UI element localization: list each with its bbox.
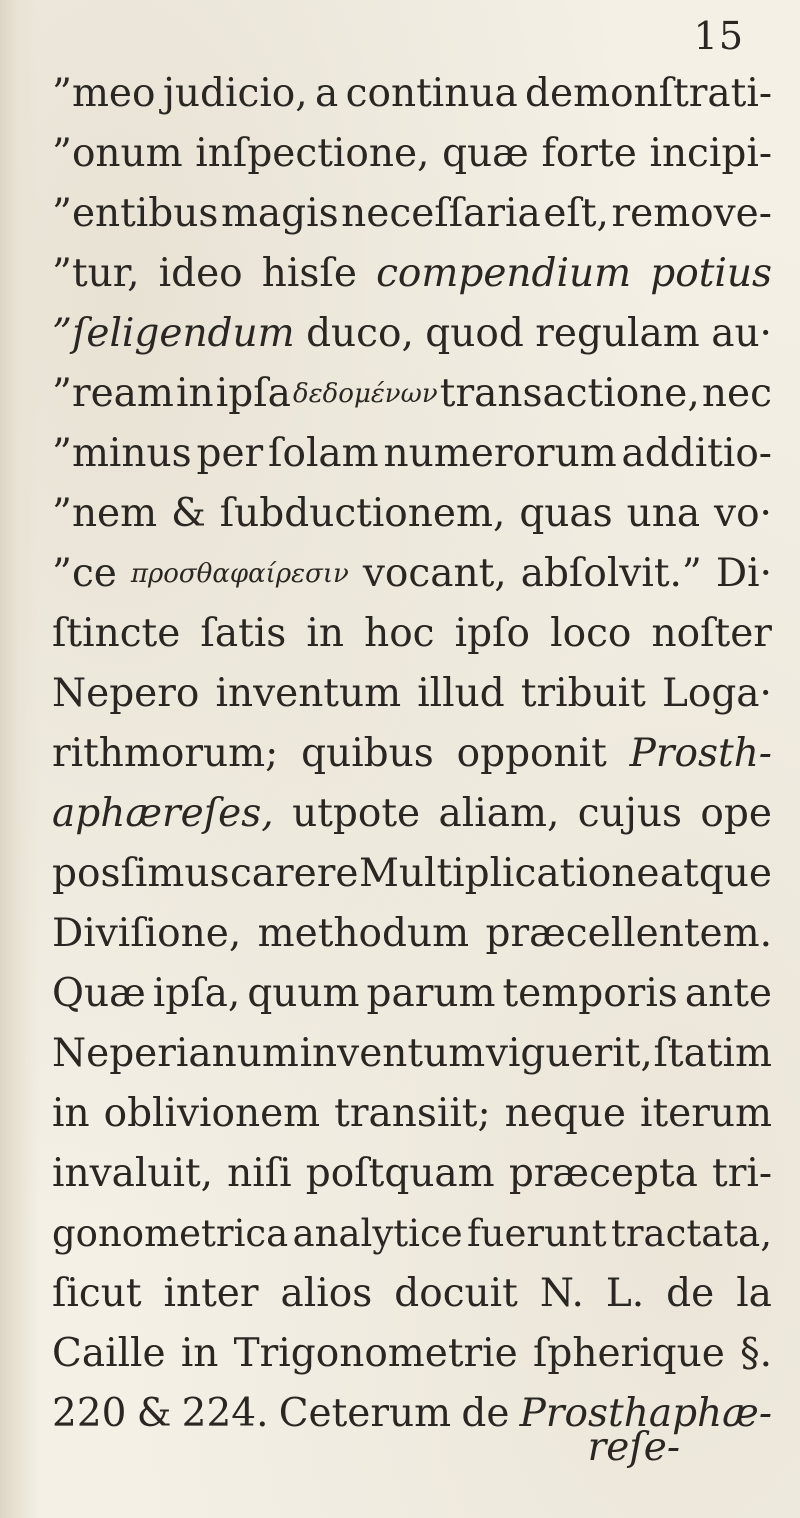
word: nec	[701, 371, 772, 416]
word: Nepero	[52, 671, 200, 716]
word: Loga·	[661, 671, 772, 716]
word: ſicut	[52, 1271, 142, 1316]
text-line	[52, 364, 772, 424]
word: Neperianum	[52, 1031, 299, 1076]
word: potius	[650, 251, 772, 296]
word: tribuit	[520, 671, 646, 716]
word: quibus	[301, 731, 434, 776]
word: in	[180, 1331, 219, 1376]
word: invaluit,	[52, 1151, 214, 1196]
word: neceſſaria	[341, 191, 541, 236]
word: eſt,	[543, 191, 609, 236]
word: quum	[247, 971, 360, 1016]
word: quod	[425, 311, 524, 356]
word: ipſa,	[152, 971, 241, 1016]
word: a	[315, 71, 339, 116]
word: N.	[539, 1271, 584, 1316]
word: rithmorum;	[52, 731, 279, 776]
word: ſpherique	[532, 1331, 725, 1376]
text-line	[52, 604, 772, 664]
word: de	[461, 1391, 510, 1436]
word: ſtincte	[52, 611, 181, 656]
word: in	[306, 611, 344, 656]
word: viguerit,	[485, 1031, 653, 1076]
word: carere	[229, 851, 359, 896]
text-line	[52, 784, 772, 844]
word: transiit;	[334, 1091, 491, 1136]
word: compendium	[376, 251, 632, 296]
word: forte	[541, 131, 637, 176]
word: la	[736, 1271, 772, 1316]
word: δεδομένων	[293, 379, 438, 409]
word: inventum	[299, 1031, 486, 1076]
word: Prosth-	[629, 731, 772, 776]
word: opponit	[456, 731, 607, 776]
word: inſpectione,	[195, 131, 430, 176]
word: alios	[280, 1271, 373, 1316]
word: quas	[519, 491, 613, 536]
text-line	[52, 424, 772, 484]
word: ſubductionem,	[219, 491, 506, 536]
word: continua	[345, 71, 518, 116]
word: inventum	[215, 671, 402, 716]
word: noſter	[651, 611, 772, 656]
text-line	[52, 64, 772, 124]
word: aphæreſes,	[52, 791, 274, 836]
word: in	[52, 1091, 90, 1136]
text-line	[52, 1204, 772, 1264]
word: transactione,	[439, 371, 700, 416]
word: incipi-	[649, 131, 772, 176]
text-line	[52, 124, 772, 184]
word: methodum	[257, 911, 470, 956]
word: neque	[504, 1091, 626, 1136]
word: illud	[417, 671, 505, 716]
word: demonſtrati-	[525, 71, 772, 116]
word: additio-	[621, 431, 772, 476]
word: aliam,	[438, 791, 560, 836]
page-number: 15	[693, 14, 744, 58]
word: vo·	[714, 491, 772, 536]
text-line	[52, 184, 772, 244]
word: oblivionem	[103, 1091, 321, 1136]
word: ”meo	[52, 71, 156, 116]
text-line	[52, 544, 772, 604]
word: tractata,	[611, 1212, 772, 1255]
word: ſtatim	[653, 1031, 772, 1076]
word: ”ce	[52, 551, 117, 596]
word: magis	[220, 191, 339, 236]
word: posſimus	[52, 851, 230, 896]
text-line	[52, 904, 772, 964]
word: ”tur,	[52, 251, 140, 296]
word: analytice	[292, 1212, 463, 1255]
word: Ceterum	[278, 1391, 452, 1436]
word: Multiplicatione	[358, 851, 660, 896]
word: hisſe	[261, 251, 357, 296]
word: iterum	[640, 1091, 772, 1136]
word: remove-	[611, 191, 772, 236]
text-line	[52, 1084, 772, 1144]
word: vocant,	[362, 551, 507, 596]
word: Quæ	[52, 971, 146, 1016]
word: προσθαφαίρεσιν	[130, 559, 349, 589]
word: ”entibus	[52, 191, 219, 236]
word: poſtquam	[305, 1151, 495, 1196]
word: ideo	[158, 251, 243, 296]
word: Trigonometrie	[233, 1331, 518, 1376]
page-gutter-shadow	[0, 0, 40, 1518]
word: in	[176, 371, 214, 416]
text-line	[52, 844, 772, 904]
word: utpote	[292, 791, 421, 836]
word: per	[196, 431, 264, 476]
text-line	[52, 664, 772, 724]
word: docuit	[394, 1271, 518, 1316]
word: præcellentem.	[485, 911, 772, 956]
word: Diviſione,	[52, 911, 242, 956]
text-line	[52, 1144, 772, 1204]
body-text	[52, 64, 772, 1444]
word: ſatis	[200, 611, 287, 656]
word: ipſa	[215, 371, 291, 416]
catchword: reſe-	[587, 1425, 680, 1470]
word: abſolvit.”	[520, 551, 702, 596]
word: fuerunt	[466, 1212, 607, 1255]
word: numerorum	[383, 431, 617, 476]
word: loco	[550, 611, 632, 656]
word: Caille	[52, 1331, 166, 1376]
text-line	[52, 964, 772, 1024]
word: ”nem	[52, 491, 158, 536]
word: ſolam	[268, 431, 379, 476]
text-line	[52, 1324, 772, 1384]
text-line	[52, 1264, 772, 1324]
word: gonometrica	[52, 1212, 289, 1255]
word: præcepta	[508, 1151, 698, 1196]
word: judicio,	[162, 71, 308, 116]
word: regulam	[535, 311, 700, 356]
word: Di·	[715, 551, 772, 596]
word: ”ſeligendum	[52, 311, 295, 356]
word: ”minus	[52, 431, 192, 476]
word: 220	[52, 1391, 127, 1436]
word: ”onum	[52, 131, 183, 176]
word: &	[171, 491, 206, 536]
word: duco,	[306, 311, 414, 356]
word: ope	[700, 791, 772, 836]
word: niſi	[227, 1151, 292, 1196]
word: atque	[659, 851, 772, 896]
word: ipſo	[454, 611, 530, 656]
word: temporis	[502, 971, 678, 1016]
word: una	[626, 491, 701, 536]
word: 224.	[181, 1391, 269, 1436]
text-line	[52, 724, 772, 784]
text-line	[52, 244, 772, 304]
word: parum	[366, 971, 496, 1016]
word: inter	[163, 1271, 259, 1316]
word: ”ream	[52, 371, 174, 416]
word: de	[666, 1271, 715, 1316]
word: cujus	[577, 791, 682, 836]
word: au·	[711, 311, 772, 356]
word: tri-	[712, 1151, 772, 1196]
text-line	[52, 304, 772, 364]
word: quæ	[442, 131, 529, 176]
word: Prosthaphæ-	[519, 1391, 772, 1436]
word: &	[136, 1391, 172, 1436]
text-line	[52, 484, 772, 544]
word: hoc	[364, 611, 435, 656]
word: ante	[684, 971, 772, 1016]
word: L.	[605, 1271, 645, 1316]
text-line	[52, 1024, 772, 1084]
word: §.	[740, 1331, 772, 1376]
